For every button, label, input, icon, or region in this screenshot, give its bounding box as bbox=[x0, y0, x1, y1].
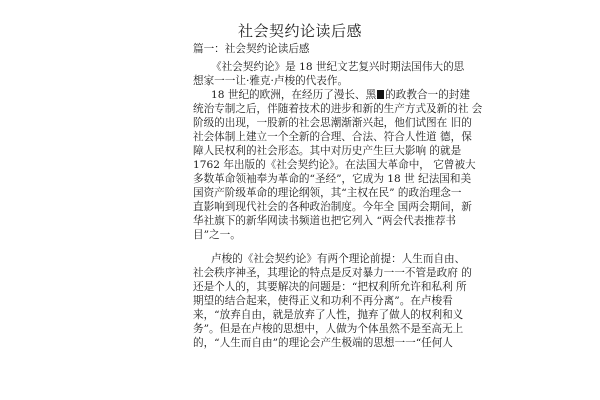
paragraph-2-line-8: 国资产阶级革命的理论纲领，其“主权在民” 的政治理念一 bbox=[193, 187, 462, 199]
paragraph-3-line-3: 还是个人的，其要解决的问题是：“把权利所允许和私利 所 bbox=[193, 281, 467, 293]
paragraph-2-line-9: 直影响到现代社会的各种政治制度。今年全 国两会期间，新 bbox=[193, 201, 472, 213]
paragraph-2-line-2: 统治专制之后，伴随着技术的进步和新的生产方式及新的社 会 bbox=[193, 103, 483, 115]
paragraph-2-line-3: 阶级的出现，一股新的社会思潮渐渐兴起，他们试图在 旧的 bbox=[193, 117, 472, 129]
redaction-mark bbox=[377, 90, 384, 99]
paragraph-2-line-1 bbox=[211, 88, 470, 102]
paragraph-2-line-1-text: 18 世纪的欧洲，在经历了漫长、黑 bbox=[211, 89, 377, 101]
paragraph-2-line-5: 障人民权利的社会形态。其中对历史产生巨大影响 的就是 bbox=[193, 145, 462, 157]
page-title: 社会契约论读后感 bbox=[237, 22, 362, 40]
paragraph-2-line-6: 1762 年出版的《社会契约论》。在法国大革命中， 它曾被大 bbox=[193, 159, 476, 171]
paragraph-3-line-6: 务”。但是在卢梭的思想中，人做为个体虽然不是至高无上 bbox=[193, 323, 464, 335]
paragraph-1-line-1: 《社会契约论》是 18 世纪文艺复兴时期法国伟大的思 bbox=[211, 61, 465, 73]
paragraph-1-line-2: 想家一一让·雅克·卢梭的代表作。 bbox=[193, 75, 349, 87]
paragraph-3-line-7: 的，“人生而自由”的理论会产生极端的思想一一“任何人 bbox=[193, 337, 453, 349]
paragraph-2-line-10: 华社旗下的新华网读书频道也把它列入 “两会代表推荐书 bbox=[193, 215, 457, 227]
paragraph-3-line-4: 期望的结合起来，使得正义和功利不再分离”。在卢梭看 bbox=[193, 295, 453, 307]
paragraph-3-line-5: 来，“放弃自由，就是放弃了人性，抛弃了做人的权利和义 bbox=[193, 309, 464, 321]
paragraph-2-line-7: 多数革命领袖奉为革命的“圣经”，它成为 18 世 纪法国和美 bbox=[193, 173, 472, 185]
paragraph-2-line-4: 社会体制上建立一个全新的合理、合法、符合人性道 德，保 bbox=[193, 131, 472, 143]
paragraph-2-line-11: 目”之一。 bbox=[193, 229, 241, 241]
paragraph-3-line-1: 卢梭的《社会契约论》有两个理论前提：人生而自由、 bbox=[211, 253, 466, 265]
paragraph-3-line-2: 社会秩序神圣，其理论的特点是反对暴力一一不管是政府 的 bbox=[193, 267, 472, 279]
paragraph-2-line-1-tail: 的政教合一的封建 bbox=[385, 89, 470, 101]
section-heading: 篇一：社会契约论读后感 bbox=[193, 43, 310, 55]
